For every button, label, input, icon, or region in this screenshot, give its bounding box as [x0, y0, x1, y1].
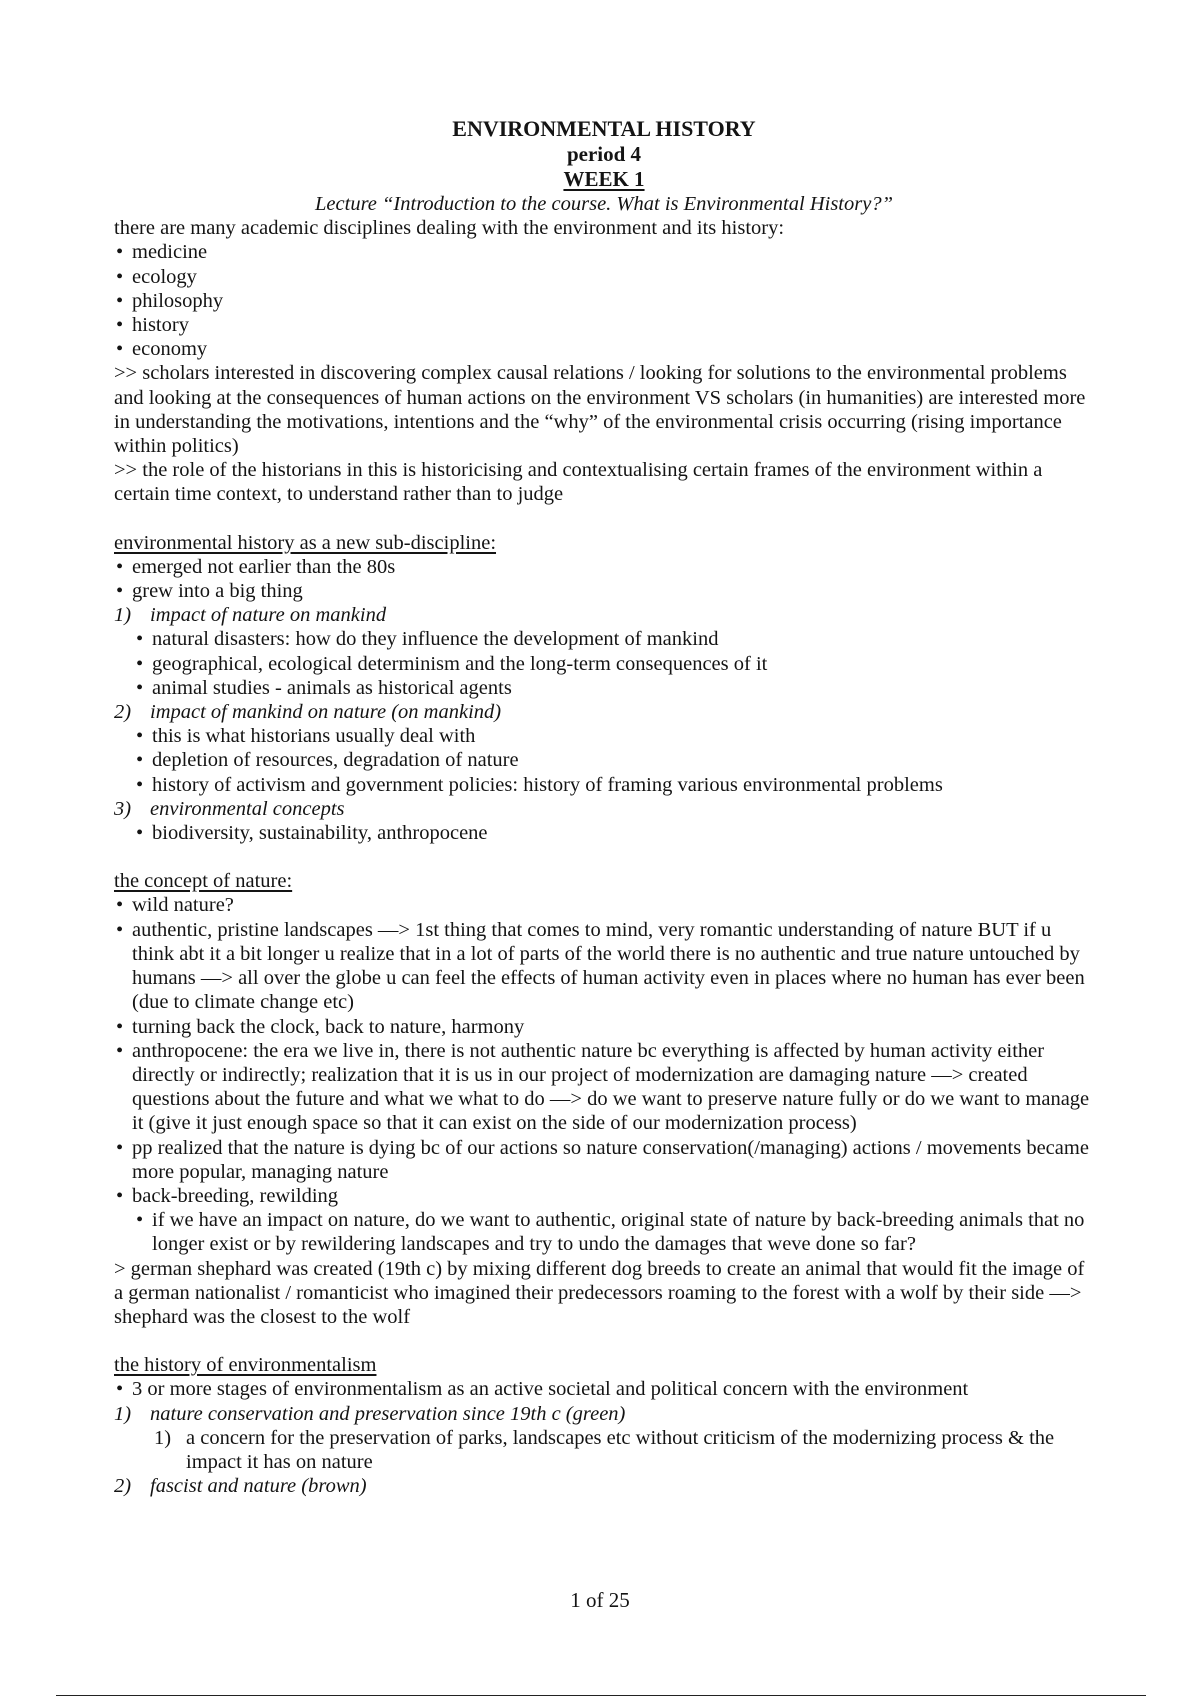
list-item: • if we have an impact on nature, do we want to authentic, original state of nature by back-breeding animals that no longer exist or by rewildering landscapes and try to undo the damages that weve done so far?: [114, 1208, 1094, 1256]
bottom-rule: [56, 1695, 1146, 1696]
list-item: • natural disasters: how do they influence the development of mankind: [114, 627, 1094, 651]
list-item: • ecology: [114, 265, 1094, 289]
numbered-item: 2) impact of mankind on nature (on mankind): [114, 701, 502, 724]
list-item: • turning back the clock, back to nature, harmony: [114, 1015, 1094, 1039]
intro-lead: there are many academic disciplines dealing with the environment and its history:: [114, 217, 785, 240]
document-title: ENVIRONMENTAL HISTORY: [452, 116, 756, 141]
section-heading: the history of environmentalism: [114, 1354, 377, 1377]
intro-paragraph: >> scholars interested in discovering complex causal relations / looking for solutions to the environmental problems and looking at the consequences of human actions on the environment VS scholars (in humanities) are interested more in understanding the motivations, intentions and the “why” of the environmental crisis occurring (rising importance within politics): [114, 362, 1086, 458]
period-heading: period 4: [566, 142, 642, 166]
list-item: • emerged not earlier than the 80s: [114, 555, 1094, 579]
list-item: • grew into a big thing: [114, 579, 1094, 603]
list-item: • pp realized that the nature is dying bc of our actions so nature conservation(/managing) actions / movements became more popular, managing nature: [114, 1136, 1094, 1184]
section-heading: environmental history as a new sub-discipline:: [114, 531, 497, 554]
page-number: 1 of 25: [570, 1588, 630, 1612]
numbered-item: 1) nature conservation and preservation since 19th c (green): [114, 1402, 626, 1425]
list-item: • medicine: [114, 240, 1094, 264]
lecture-title: Lecture “Introduction to the course. What is Environmental History?”: [315, 193, 893, 215]
numbered-item: 3) environmental concepts: [114, 797, 345, 820]
paragraph: > german shephard was created (19th c) by mixing different dog breeds to create an animal that would fit the image of a german nationalist / romanticist who imagined their predecessors roaming to the forest with a wolf by their side —> shephard was the closest to the wolf: [114, 1257, 1085, 1328]
list-item: • geographical, ecological determinism and the long-term consequences of it: [114, 652, 1094, 676]
week-heading: WEEK 1: [563, 167, 645, 191]
list-item: • wild nature?: [114, 893, 1094, 917]
list-item: • biodiversity, sustainability, anthropocene: [114, 821, 1094, 845]
list-item: • philosophy: [114, 289, 1094, 313]
numbered-item: 2) fascist and nature (brown): [114, 1475, 367, 1498]
list-item: • authentic, pristine landscapes —> 1st thing that comes to mind, very romantic understanding of nature BUT if u think abt it a bit longer u realize that in a lot of parts of the world there is no authentic and true nature untouched by humans —> all over the globe u can feel the effects of human activity even in places where no human has ever been (due to climate change etc): [114, 918, 1094, 1015]
list-item: • back-breeding, rewilding: [114, 1184, 1094, 1208]
disciplines-list: [114, 240, 1094, 361]
list-item: • 3 or more stages of environmentalism as an active societal and political concern with the environment: [114, 1377, 1094, 1401]
intro-paragraph: >> the role of the historians in this is historicising and contextualising certain frames of the environment within a certain time context, to understand rather than to judge: [114, 459, 1043, 506]
list-item: • animal studies - animals as historical agents: [114, 676, 1094, 700]
numbered-subitem: 1) a concern for the preservation of parks, landscapes etc without criticism of the modernizing process & the impact it has on nature: [154, 1426, 1055, 1473]
list-item: • depletion of resources, degradation of nature: [114, 748, 1094, 772]
list-item: • anthropocene: the era we live in, there is not authentic nature bc everything is affected by human activity either directly or indirectly; realization that it is us in our project of modernization are damaging nature —> created questions about the future and what we what to do —> do we want to preserve nature fully or do we want to manage it (give it just enough space so that it can exist on the side of our modernization process): [114, 1039, 1094, 1136]
list-item: • economy: [114, 337, 1094, 361]
list-item: • history: [114, 313, 1094, 337]
document-page: [114, 115, 1094, 1498]
section-heading: the concept of nature:: [114, 870, 293, 893]
list-item: • this is what historians usually deal with: [114, 724, 1094, 748]
list-item: • history of activism and government policies: history of framing various environmental problems: [114, 773, 1094, 797]
numbered-item: 1) impact of nature on mankind: [114, 604, 387, 627]
